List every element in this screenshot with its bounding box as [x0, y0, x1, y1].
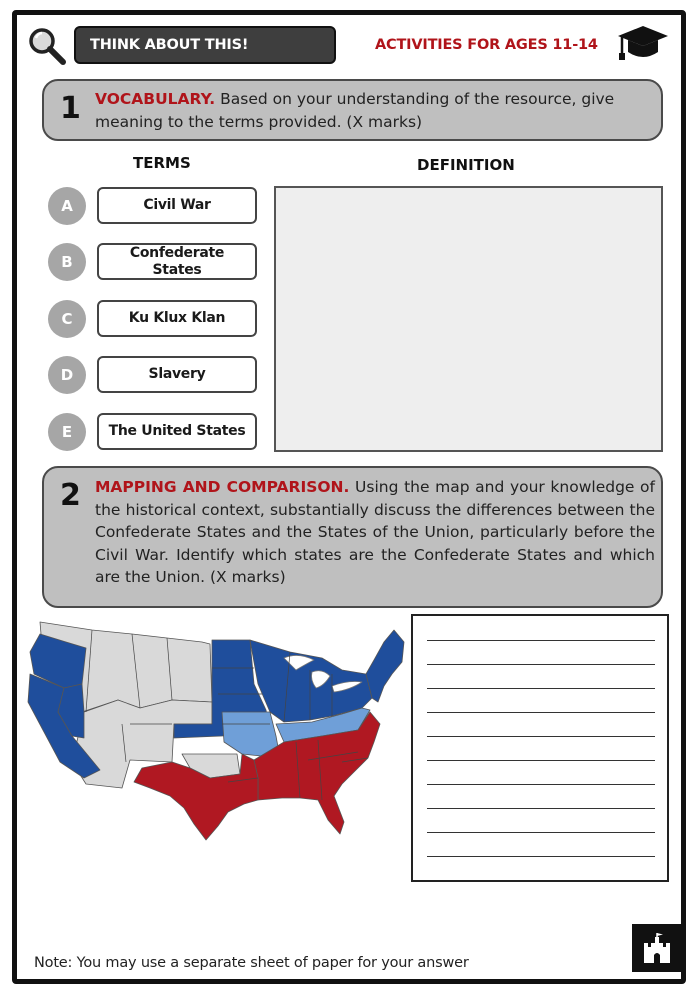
- question-1-text: Based on your understanding of the resource, give meaning to the terms provided. (X marks): [95, 90, 615, 131]
- think-banner: [74, 26, 336, 64]
- answer-line: [427, 808, 655, 809]
- term-letter-c: C: [48, 300, 86, 338]
- map-northeast: [366, 630, 404, 702]
- answer-line: [427, 832, 655, 833]
- answer-line: [427, 856, 655, 857]
- ages-label: ACTIVITIES FOR AGES 11-14: [375, 37, 598, 53]
- term-civil-war: Civil War: [97, 187, 257, 224]
- definition-answer-area[interactable]: [274, 186, 663, 452]
- term-the-united-states: The United States: [97, 413, 257, 450]
- term-letter-d: D: [48, 356, 86, 394]
- map-great-lakes-states: [250, 640, 372, 722]
- answer-line: [427, 640, 655, 641]
- question-1-number: 1: [60, 91, 81, 126]
- term-slavery: Slavery: [97, 356, 257, 393]
- us-civil-war-map: [22, 612, 408, 844]
- castle-icon: [632, 924, 682, 972]
- answer-line: [427, 760, 655, 761]
- definition-header: DEFINITION: [417, 156, 515, 174]
- question-1-lead: VOCABULARY.: [95, 90, 216, 108]
- answer-line: [427, 712, 655, 713]
- answer-line: [427, 736, 655, 737]
- magnifier-icon: [27, 26, 67, 66]
- footer-note: Note: You may use a separate sheet of paper for your answer: [34, 955, 469, 971]
- term-letter-b: B: [48, 243, 86, 281]
- answer-line: [427, 688, 655, 689]
- answer-line: [427, 664, 655, 665]
- term-letter-e: E: [48, 413, 86, 451]
- question-2-lead: MAPPING AND COMPARISON.: [95, 478, 350, 496]
- answer-line: [427, 784, 655, 785]
- term-letter-a: A: [48, 187, 86, 225]
- banner-title: THINK ABOUT THIS!: [90, 37, 249, 53]
- term-ku-klux-klan: Ku Klux Klan: [97, 300, 257, 337]
- question-2-text: Using the map and your knowledge of the historical context, substantially discuss the differences between the Confederate States and the States of the Union, particularly before the Civil War. Identify which states are the Confederate States and which are the Union. (X marks): [95, 478, 655, 586]
- question-2-number: 2: [60, 478, 81, 513]
- terms-header: TERMS: [133, 154, 191, 172]
- answer-lines-box[interactable]: [411, 614, 669, 882]
- question-2-prompt: [95, 476, 655, 589]
- term-confederate-states: Confederate States: [97, 243, 257, 280]
- question-1-prompt: [95, 88, 655, 133]
- graduation-cap-icon: [616, 22, 670, 64]
